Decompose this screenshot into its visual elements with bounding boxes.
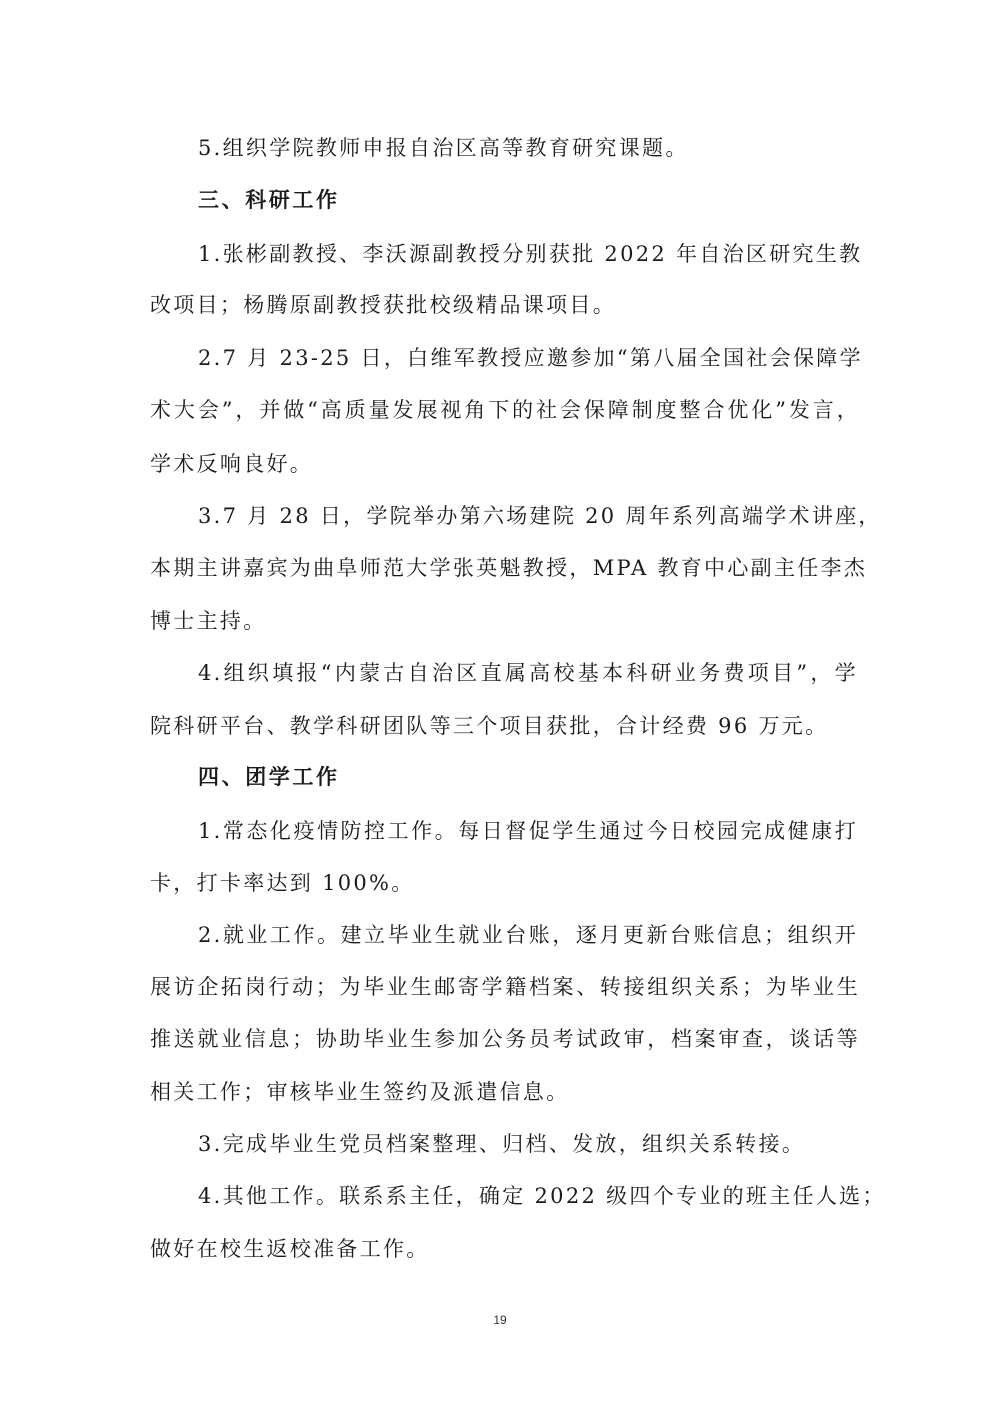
student-item-2-line-2: 展访企拓岗行动；为毕业生邮寄学籍档案、转接组织关系；为毕业生: [150, 975, 860, 999]
student-item-4-line-1: 4.其他工作。联系系主任，确定 2022 级四个专业的班主任人选；: [198, 1184, 886, 1208]
research-item-3-line-3: 博士主持。: [150, 609, 267, 633]
research-item-2-line-1: 2.7 月 23-25 日，白维军教授应邀参加“第八届全国社会保障学: [198, 346, 863, 370]
student-item-1-line-2: 卡，打卡率达到 100%。: [150, 871, 415, 895]
research-item-1-line-2: 改项目；杨腾原副教授获批校级精品课项目。: [150, 293, 616, 317]
student-item-3-line-1: 3.完成毕业生党员档案整理、归档、发放，组织关系转接。: [198, 1132, 806, 1156]
list-item-teaching-5: 5.组织学院教师申报自治区高等教育研究课题。: [198, 136, 689, 160]
research-item-2-line-3: 学术反响良好。: [150, 452, 314, 476]
section-heading-student-work: 四、团学工作: [198, 765, 340, 789]
student-item-2-line-3: 推送就业信息；协助毕业生参加公务员考试政审，档案审查，谈话等: [150, 1027, 860, 1051]
research-item-4-line-2: 院科研平台、教学科研团队等三个项目获批，合计经费 96 万元。: [150, 714, 829, 738]
research-item-2-line-2: 术大会”，并做“高质量发展视角下的社会保障制度整合优化”发言，: [150, 398, 860, 422]
page-number: 19: [493, 1313, 507, 1327]
section-heading-research: 三、科研工作: [198, 188, 340, 212]
student-item-1-line-1: 1.常态化疫情防控工作。每日督促学生通过今日校园完成健康打: [198, 819, 858, 843]
research-item-1-line-1: 1.张彬副教授、李沃源副教授分别获批 2022 年自治区研究生教: [198, 242, 863, 266]
research-item-4-line-1: 4.组织填报“内蒙古自治区直属高校基本科研业务费项目”，学: [198, 661, 858, 685]
student-item-2-line-1: 2.就业工作。建立毕业生就业台账，逐月更新台账信息；组织开: [198, 923, 858, 947]
student-item-2-line-4: 相关工作；审核毕业生签约及派遣信息。: [150, 1080, 570, 1104]
student-item-4-line-2: 做好在校生返校准备工作。: [150, 1237, 430, 1261]
research-item-3-line-1: 3.7 月 28 日，学院举办第六场建院 20 周年系列高端学术讲座，: [198, 504, 882, 528]
research-item-3-line-2: 本期主讲嘉宾为曲阜师范大学张英魁教授，MPA 教育中心副主任李杰: [150, 556, 868, 580]
